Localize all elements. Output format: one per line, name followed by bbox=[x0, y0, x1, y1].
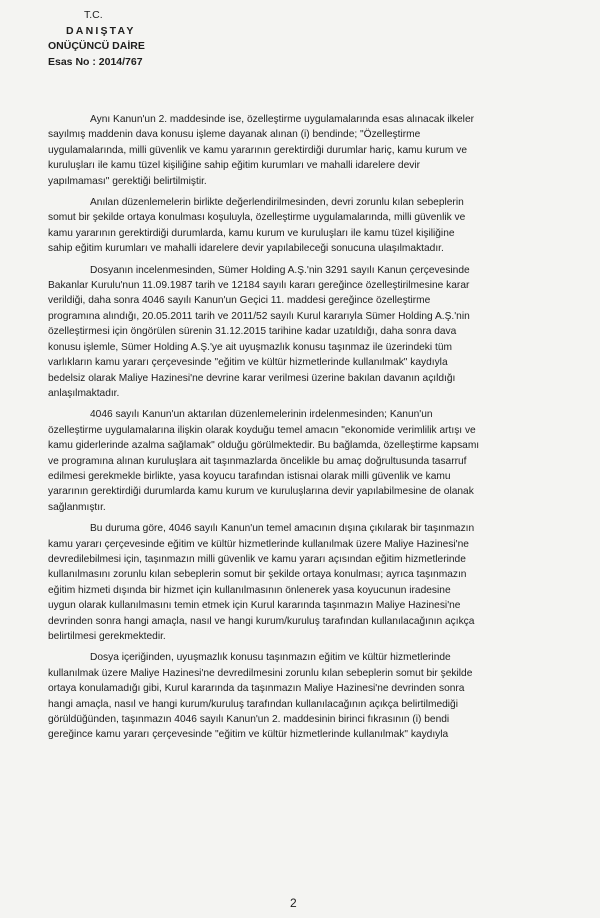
case-number: Esas No : 2014/767 bbox=[48, 55, 143, 68]
text-line: Bu duruma göre, 4046 sayılı Kanun'un temel amacının dışına çıkılarak bir taşınmazın bbox=[90, 523, 475, 535]
text-line: uygun olarak kullanılmasını temin etmek için Kurul kararında taşınmazın Maliye Hazinesi'ne bbox=[48, 600, 461, 612]
text-line: görüldüğünden, taşınmazın 4046 sayılı Kanun'un 2. maddesinin birinci fıkrasının (i) bendi bbox=[48, 714, 450, 726]
tc-label: T.C. bbox=[84, 9, 103, 21]
text-line: belirtilmesi gerekmektedir. bbox=[48, 631, 166, 642]
paragraph bbox=[48, 521, 572, 644]
paragraph bbox=[48, 112, 572, 189]
text-line: programına alındığı, 20.05.2011 tarih ve 2011/52 sayılı Kurul kararıyla Sümer Holding A.Ş.'nin bbox=[48, 310, 470, 322]
text-line: kullanılmasını zorunlu kılan sebeplerin somut bir şekilde ortaya konulması; ayrıca taşınmazın bbox=[48, 569, 467, 581]
text-line: verildiği, daha sonra 4046 sayılı Kanun'un Geçici 11. maddesi gereğince özelleştirme bbox=[48, 295, 431, 307]
page-number: 2 bbox=[290, 896, 297, 910]
paragraph bbox=[48, 263, 572, 402]
text-line: sayılmış maddenin dava konusu işleme dayanak alınan (i) bendinde; "Özelleştirme bbox=[48, 129, 421, 141]
document-body bbox=[48, 112, 572, 749]
text-line: edilmesi gerekmekle birlikte, yasa koyucu tarafından istisnai olarak milli güvenlik ve kamu bbox=[48, 470, 451, 482]
text-line: sahip eğitim kurumları ve mahalli idarelere devir yapılabileceği sonucuna ulaşılmaktadır. bbox=[48, 243, 444, 255]
text-line: özelleştirme uygulamalarına ilişkin olarak koyduğu temel amacın "ekonomide verimlilik artışı ve bbox=[48, 424, 476, 436]
text-line: devredilebilmesi için, taşınmazın milli güvenlik ve kamu yararı açısından eğitim hizmetlerinde bbox=[48, 553, 466, 565]
text-line: kullanılmak üzere Maliye Hazinesi'ne devredilmesini zorunlu kılan sebeplerin somut bir şekilde bbox=[48, 667, 473, 679]
text-line: devrinden sonra hangi amaçla, nasıl ve hangi kurum/kuruluş tarafından kullanılacağının açıkça bbox=[48, 615, 475, 627]
paragraph bbox=[48, 195, 572, 257]
text-line: kamu yararının gerektirdiği durumlarda, kamu kurum ve kuruluşları ile kamu tüzel kişiliğine bbox=[48, 227, 455, 239]
text-line: kamu giderlerinde azalma sağlamak" olduğu görülmektedir. Bu bağlamda, özelleştirme kapsamı bbox=[48, 440, 480, 452]
text-line: Aynı Kanun'un 2. maddesinde ise, özelleştirme uygulamalarında esas alınacak ilkeler bbox=[90, 114, 475, 125]
text-line: anlaşılmaktadır. bbox=[48, 387, 120, 399]
text-line: konusu işlemle, Sümer Holding A.Ş.'ye ait uyuşmazlık konusu taşınmaz ile üzerindeki tüm bbox=[48, 341, 452, 353]
text-line: yapılmaması" gerektiği belirtilmiştir. bbox=[48, 175, 207, 187]
text-line: bedelsiz olarak Maliye Hazinesi'ne devrine karar verilmesi üzerine bakılan davanın açıldığı bbox=[48, 372, 456, 384]
text-line: Bakanlar Kurulu'nun 11.09.1987 tarih ve 12184 sayılı kararı gereğince özelleştirilmesine karar bbox=[48, 280, 470, 292]
text-line: uygulamalarında, milli güvenlik ve kamu yararının gerektirdiği durumlar hariç, kamu kurum ve bbox=[48, 144, 467, 156]
paragraph bbox=[48, 407, 572, 515]
text-line: Dosya içeriğinden, uyuşmazlık konusu taşınmazın eğitim ve kültür hizmetlerinde bbox=[90, 652, 451, 664]
text-line: varlıkların kamu yararı çerçevesinde "eğitim ve kültür hizmetlerinde kullanılmak" kaydıyla bbox=[48, 357, 448, 369]
text-line: yararının gerektirdiği durumlarda kamu kurum ve kuruluşlarına devir yapılabilmesine de olanak bbox=[48, 486, 474, 498]
document-header bbox=[48, 8, 145, 70]
text-line: kuruluşları ile kamu tüzel kişiliğine sahip eğitim kurumları ve mahalli idarelere devir bbox=[48, 160, 420, 172]
text-line: kamu yararı çerçevesinde eğitim ve kültür hizmetlerinde kullanılmak üzere Maliye Hazinesi'ne bbox=[48, 538, 469, 550]
text-line: hangi amaçla, nasıl ve hangi kurum/kuruluş tarafından kullanılacağının açıkça belirtilmediği bbox=[48, 698, 458, 710]
text-line: özelleştirmesi için öngörülen sürenin 31.12.2015 tarihine kadar uzatıldığı, daha sonra dava bbox=[48, 326, 457, 338]
text-line: ve programına alınan kuruluşlara ait taşınmazlarda öncelikle bu amaç doğrultusunda tasarruf bbox=[48, 455, 467, 467]
paragraph bbox=[48, 650, 572, 742]
text-line: sağlanmıştır. bbox=[48, 501, 106, 513]
institution-name: DANIŞTAY bbox=[66, 24, 136, 37]
text-line: Anılan düzenlemelerin birlikte değerlendirilmesinden, devri zorunlu kılan sebeplerin bbox=[90, 197, 464, 209]
text-line: gereğince kamu yararı çerçevesinde "eğitim ve kültür hizmetlerinde kullanılmak" kaydıyla bbox=[48, 729, 449, 741]
chamber-name: ONÜÇÜNCÜ DAİRE bbox=[48, 40, 145, 52]
text-line: 4046 sayılı Kanun'un aktarılan düzenlemelerinin irdelenmesinden; Kanun'un bbox=[90, 409, 433, 421]
text-line: somut bir şekilde ortaya konulması koşuluyla, özelleştirme uygulamalarında, milli güvenlik ve bbox=[48, 212, 466, 224]
text-line: eğitim hizmeti dışında bir hizmet için kullanılmasının önlenerek yasa koyucunun iradesine bbox=[48, 584, 451, 596]
text-line: ortaya konulamadığı gibi, Kurul kararında da taşınmazın Maliye Hazinesi'ne devrinden sonra bbox=[48, 683, 465, 695]
text-line: Dosyanın incelenmesinden, Sümer Holding A.Ş.'nin 3291 sayılı Kanun çerçevesinde bbox=[90, 264, 470, 276]
